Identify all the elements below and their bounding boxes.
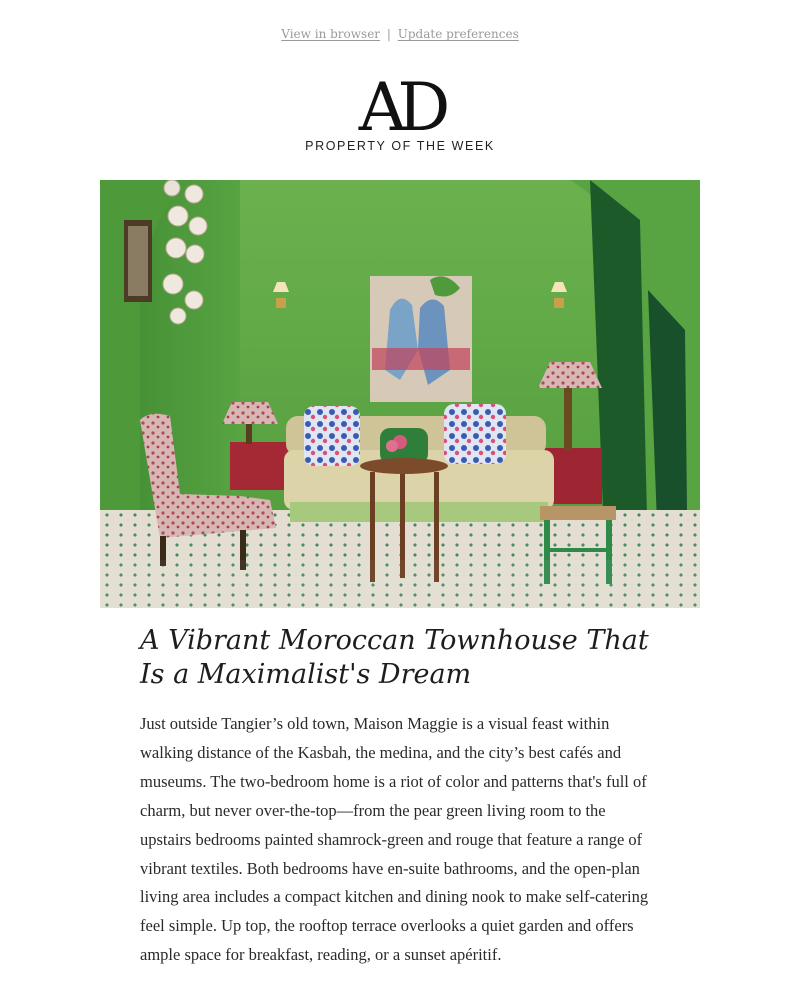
ad-logo-text: AD	[358, 70, 442, 136]
preheader-links	[0, 27, 800, 41]
link-separator: |	[386, 27, 391, 41]
living-room-illustration	[100, 180, 700, 608]
update-preferences-link[interactable]: Update preferences	[397, 27, 519, 41]
view-in-browser-link[interactable]: View in browser	[281, 27, 381, 41]
article-headline[interactable]: A Vibrant Moroccan Townhouse That Is a Maximalist's Dream	[140, 625, 649, 690]
section-tagline: PROPERTY OF THE WEEK	[305, 139, 495, 153]
article-body: Just outside Tangier’s old town, Maison Maggie is a visual feast within walking distance of the Kasbah, the medina, and the city’s best cafés and museums. The two-bedroom home is a riot of color and patterns that's full of charm, but never over-the-top—from the pear green living room to the upstairs bedrooms painted shamrock-green and rouge that feature a range of vibrant textiles. Both bedrooms have en-suite bathrooms, and the open-plan living area includes a compact kitchen and dining nook to make self-catering feel simple. Up top, the rooftop terrace overlooks a quiet garden and offers ample space for breakfast, reading, or a sunset apéritif.	[140, 714, 649, 965]
ad-logo-mark	[350, 70, 450, 136]
ad-logo[interactable]	[350, 70, 450, 136]
hero-image[interactable]	[100, 180, 700, 608]
